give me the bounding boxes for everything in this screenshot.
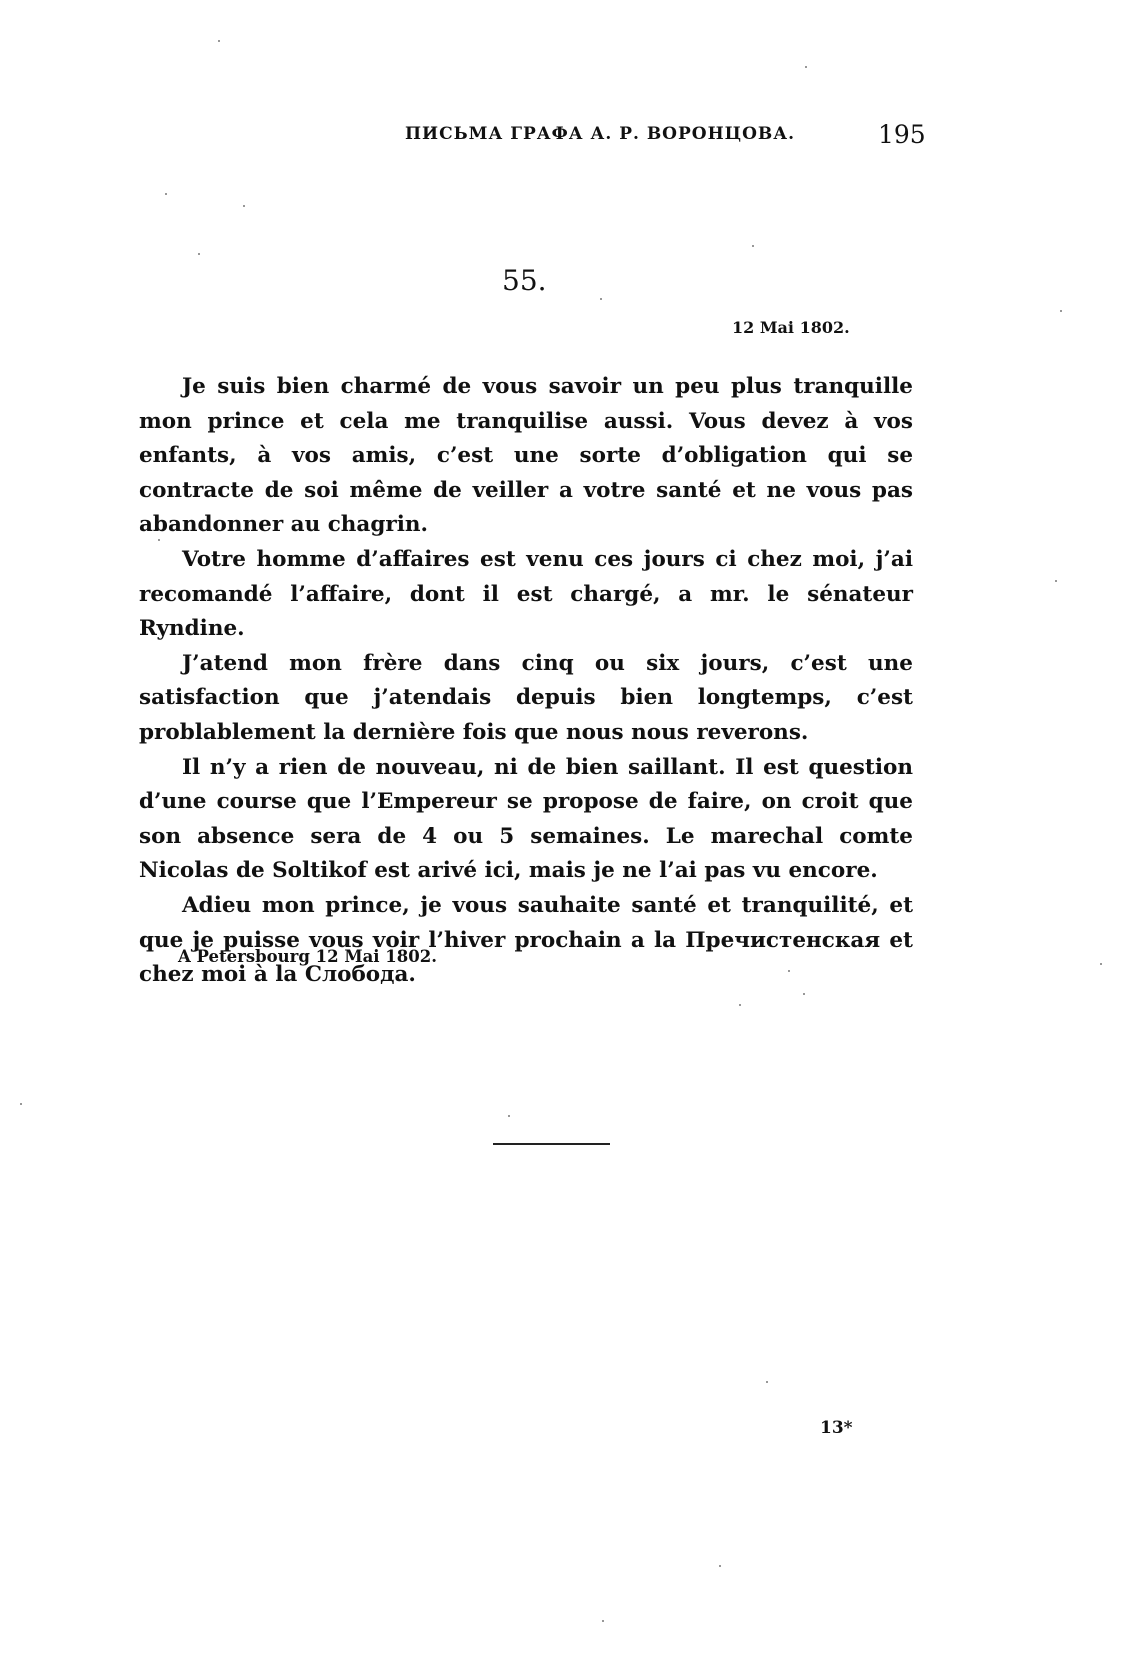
page-number: 195 [878,120,926,149]
scan-speck [803,993,805,995]
scan-speck [165,193,167,195]
scan-speck [218,40,220,42]
scan-speck [766,1381,768,1383]
scan-speck [719,1565,721,1567]
scan-speck [1100,963,1102,965]
paragraph: Votre homme d’affaires est venu ces jours ci chez moi, j’ai recomandé l’affaire, dont il est chargé, a mr. le sénateur Ryndine. [139,546,913,642]
letter-number: 55. [502,264,547,297]
scan-speck [1060,310,1062,312]
scan-speck [788,970,790,972]
scan-speck [752,245,754,247]
scan-speck [158,539,160,541]
signature-mark: 13* [820,1418,853,1438]
scan-speck [600,298,602,300]
paragraph: Il n’y a rien de nouveau, ni de bien saillant. Il est question d’une course que l’Empereur se propose de faire, on croit que son absence sera de 4 ou 5 semaines. Le marechal comte Nicolas de Soltikof est arivé ici, mais je ne l’ai pas vu encore. [139,754,913,884]
scan-speck [1055,580,1057,582]
letter-body [139,370,913,993]
paragraph: Adieu mon prince, je vous sauhaite santé et tranquilité, et que je puisse vous voir l’hiver prochain a la Пречистенская et chez moi à la Слобода. [139,892,913,988]
paragraph: Je suis bien charmé de vous savoir un peu plus tranquille mon prince et cela me tranquilise aussi. Vous devez à vos enfants, à vos amis, c’est une sorte d’obligation qui se contracte de soi même de veiller a votre santé et ne vous pas abandonner au chagrin. [139,374,913,538]
scan-speck [602,1620,604,1622]
scan-speck [739,1004,741,1006]
section-divider [493,1143,610,1145]
scan-speck [805,66,807,68]
letter-date: 12 Mai 1802. [732,318,850,337]
scan-speck [243,205,245,207]
letter-signoff: A Petersbourg 12 Mai 1802. [178,947,437,966]
paragraph: J’atend mon frère dans cinq ou six jours, c’est une satisfaction que j’atendais depuis bien longtemps, c’est problablement la dernière fois que nous nous reverons. [139,650,913,745]
running-title: ПИСЬМА ГРАФА А. Р. ВОРОНЦОВА. [405,124,796,144]
scan-speck [198,253,200,255]
scan-speck [20,1103,22,1105]
scan-speck [508,1115,510,1117]
